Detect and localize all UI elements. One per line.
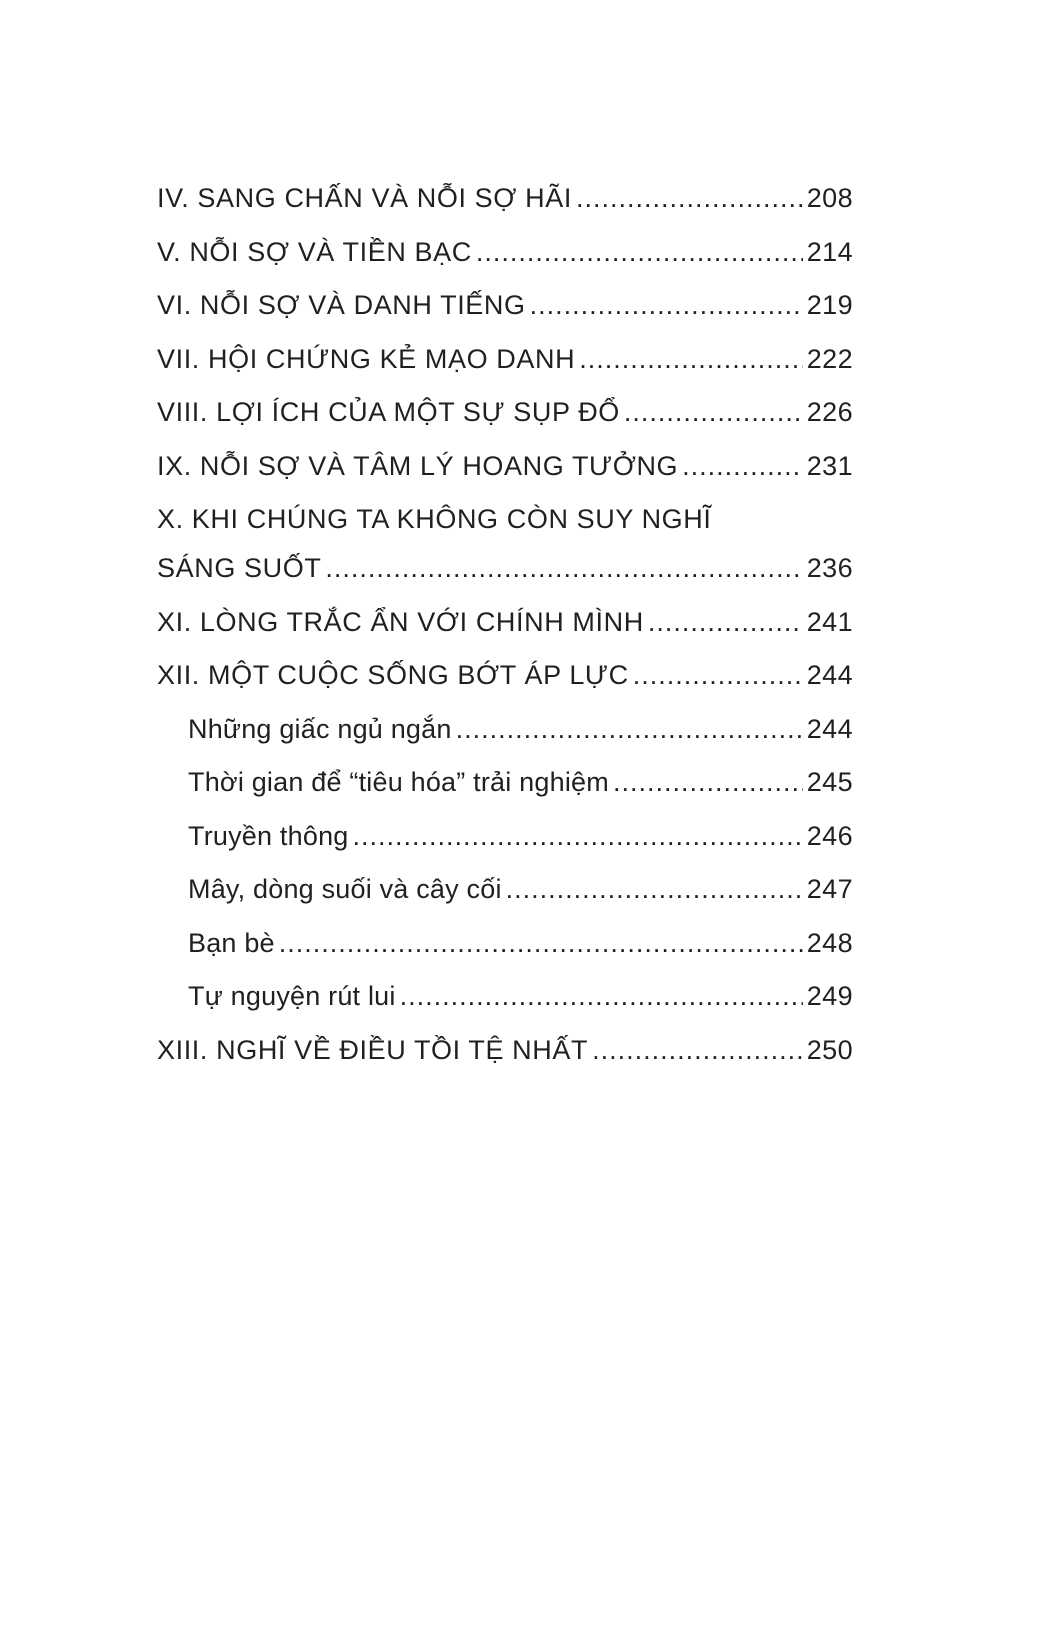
toc-entry-chapter-xii[interactable] (157, 649, 853, 703)
toc-subentry[interactable] (157, 970, 853, 1024)
toc-entry-page-number: 219 (806, 290, 853, 320)
toc-entry-chapter-x-line2[interactable] (157, 542, 853, 596)
toc-entry-chapter-v[interactable] (157, 226, 853, 280)
toc-entry-title: X. KHI CHÚNG TA KHÔNG CÒN SUY NGHĨ (157, 504, 712, 534)
toc-entry-page-number: 249 (806, 981, 853, 1011)
toc-entry-title: XII. MỘT CUỘC SỐNG BỚT ÁP LỰC (157, 660, 629, 690)
toc-entry-page-number: 244 (806, 713, 853, 744)
dot-leader (579, 333, 803, 387)
toc-entry-page-number: 247 (806, 874, 853, 904)
toc-subentry[interactable] (157, 703, 853, 757)
toc-entry-page-number: 245 (806, 767, 853, 797)
toc-entry-title-continued: SÁNG SUỐT (157, 553, 322, 583)
toc-entry-chapter-ix[interactable] (157, 440, 853, 494)
dot-leader (506, 863, 803, 917)
toc-entry-page-number: 222 (806, 343, 853, 374)
toc-entry-page-number: 246 (806, 820, 853, 851)
toc-entry-title: IX. NỖI SỢ VÀ TÂM LÝ HOANG TƯỞNG (157, 450, 679, 481)
dot-leader (613, 756, 803, 810)
toc-entry-title: XIII. NGHĨ VỀ ĐIỀU TỒI TỆ NHẤT (157, 1034, 589, 1065)
dot-leader (530, 279, 803, 333)
dot-leader (456, 703, 803, 757)
toc-entry-page-number: 241 (806, 606, 853, 637)
dot-leader (592, 1024, 803, 1078)
dot-leader (325, 542, 802, 596)
toc-entry-title: Bạn bè (188, 927, 275, 958)
toc-entry-title: Thời gian để “tiêu hóa” trải nghiệm (188, 767, 609, 797)
toc-entry-title: XI. LÒNG TRẮC ẨN VỚI CHÍNH MÌNH (157, 606, 644, 637)
toc-entry-chapter-xiii[interactable] (157, 1024, 853, 1078)
toc-entry-chapter-xi[interactable] (157, 596, 853, 650)
toc-entry-title: Những giấc ngủ ngắn (188, 713, 452, 744)
toc-entry-chapter-vii[interactable] (157, 333, 853, 387)
toc-entry-chapter-viii[interactable] (157, 386, 853, 440)
toc-subentry[interactable] (157, 917, 853, 971)
toc-entry-title: Mây, dòng suối và cây cối (188, 874, 502, 904)
toc-entry-page-number: 244 (806, 660, 853, 690)
toc-entry-title: Tự nguyện rút lui (188, 981, 396, 1011)
toc-entry-title: IV. SANG CHẤN VÀ NỖI SỢ HÃI (157, 183, 572, 213)
toc-subentry[interactable] (157, 810, 853, 864)
toc-entry-chapter-iv[interactable] (157, 172, 853, 226)
toc-entry-title: VII. HỘI CHỨNG KẺ MẠO DANH (157, 343, 576, 374)
toc-entry-page-number: 236 (806, 553, 853, 583)
toc-subentry[interactable] (157, 863, 853, 917)
toc-entry-title: V. NỖI SỢ VÀ TIỀN BẠC (157, 236, 472, 267)
dot-leader (633, 649, 803, 703)
dot-leader (682, 440, 803, 494)
toc-entry-page-number: 248 (806, 927, 853, 958)
table-of-contents (157, 172, 853, 1077)
toc-entry-chapter-vi[interactable] (157, 279, 853, 333)
toc-entry-page-number: 231 (806, 450, 853, 481)
toc-subentry[interactable] (157, 756, 853, 810)
toc-entry-title: VI. NỖI SỢ VÀ DANH TIẾNG (157, 290, 526, 320)
dot-leader (476, 226, 803, 280)
dot-leader (648, 596, 803, 650)
toc-entry-page-number: 208 (806, 183, 853, 213)
dot-leader (576, 172, 803, 226)
toc-entry-title: Truyền thông (188, 820, 349, 851)
dot-leader (279, 917, 803, 971)
toc-entry-page-number: 226 (806, 397, 853, 427)
toc-entry-page-number: 214 (806, 236, 853, 267)
dot-leader (624, 386, 803, 440)
toc-entry-title: VIII. LỢI ÍCH CỦA MỘT SỰ SỤP ĐỔ (157, 397, 620, 427)
dot-leader (353, 810, 803, 864)
dot-leader (400, 970, 803, 1024)
toc-entry-page-number: 250 (806, 1034, 853, 1065)
toc-entry-chapter-x-line1[interactable] (157, 493, 853, 542)
